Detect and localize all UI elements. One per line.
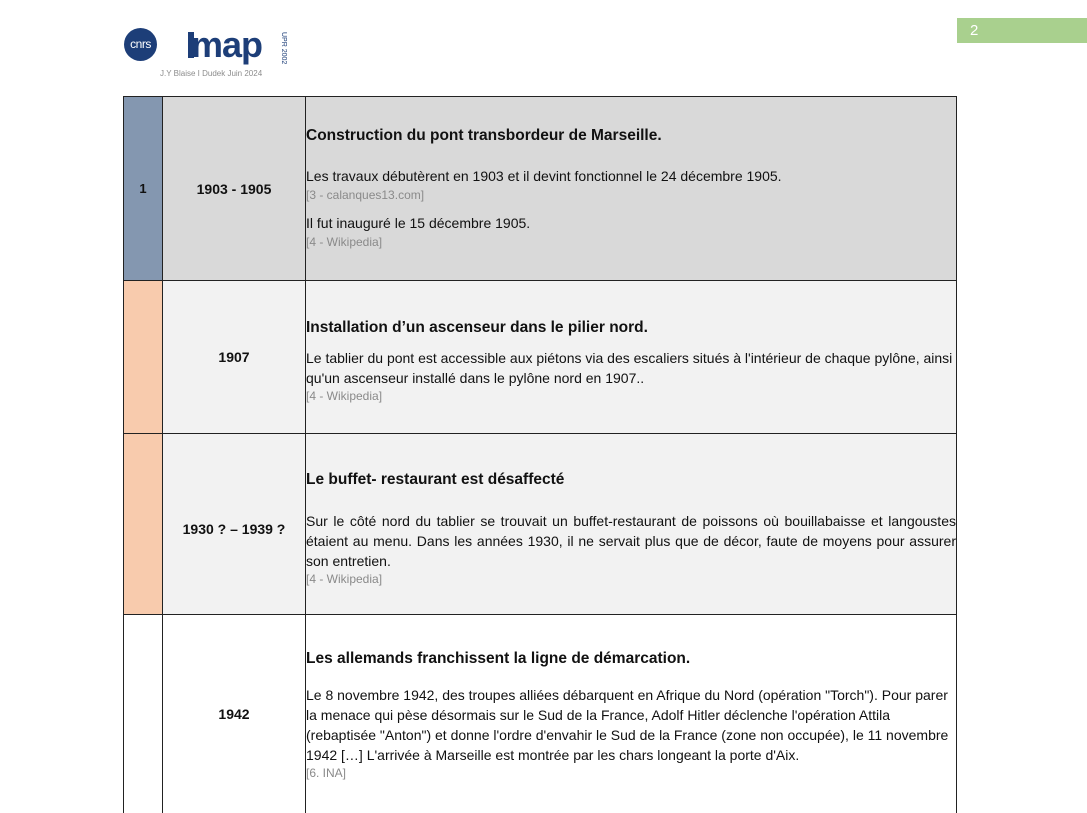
row-date: 1907	[163, 281, 306, 434]
event-source: [4 - Wikipedia]	[306, 389, 383, 403]
table-row	[124, 97, 957, 281]
row-number	[124, 434, 163, 615]
row-number: 1	[124, 97, 163, 281]
row-description	[306, 615, 957, 813]
row-description	[306, 434, 957, 615]
event-source: [6. INA]	[306, 766, 347, 781]
event-source: [4 - Wikipedia]	[306, 235, 383, 249]
row-number	[124, 281, 163, 434]
event-source: [4 - Wikipedia]	[306, 571, 383, 586]
event-text: Sur le côté nord du tablier se trouvait un buffet-restaurant de poissons où bouillabaisse et langoustes étaient au menu. Dans les années 1930, il ne servait plus que de décor, faute de moyens pour assurer son entretien.	[306, 512, 956, 569]
event-title: Les allemands franchissent la ligne de démarcation.	[306, 650, 691, 668]
row-date: 1942	[163, 615, 306, 813]
row-description	[306, 281, 957, 434]
row-number	[124, 615, 163, 813]
event-text: Il fut inauguré le 15 décembre 1905.	[306, 215, 531, 231]
page-number-badge: 2	[957, 18, 1087, 43]
event-text: Le 8 novembre 1942, des troupes alliées débarquent en Afrique du Nord (opération "Torch"). Pour parer la menace qui pèse désormais sur le Sud de la France, Adolf Hitler déclenche l'opération Attila (rebaptisée "Anton") et donne l'ordre d'envahir le Sud de la France (zone non occupée), le 11 novembre 1942 […] L'arrivée à Marseille est montrée par les chars longeant la porte d'Aix.	[306, 687, 949, 764]
table-row	[124, 281, 957, 434]
event-title: Le buffet- restaurant est désaffecté	[306, 470, 565, 488]
table-row	[124, 434, 957, 615]
map-logo	[188, 26, 288, 71]
event-text: Les travaux débutèrent en 1903 et il devint fonctionnel le 24 décembre 1905.	[306, 168, 782, 184]
header-credit: J.Y Blaise I Dudek Juin 2024	[160, 69, 263, 78]
event-title: Construction du pont transbordeur de Marseille.	[306, 127, 662, 144]
row-date: 1903 - 1905	[163, 97, 306, 281]
row-date: 1930 ? – 1939 ?	[163, 434, 306, 615]
table-row	[124, 615, 957, 813]
timeline-table	[123, 96, 957, 813]
event-source: [3 - calanques13.com]	[306, 188, 425, 202]
cnrs-logo: cnrs	[124, 28, 157, 61]
row-description	[306, 97, 957, 281]
event-text: Le tablier du pont est accessible aux piétons via des escaliers situés à l'intérieur de chaque pylône, ainsi qu'un ascenseur installé dans le pylône nord en 1907..	[306, 350, 953, 386]
map-logo-text: map	[191, 26, 263, 65]
map-logo-subtitle: UPR 2002	[280, 32, 287, 65]
event-title: Installation d’un ascenseur dans le pilier nord.	[306, 319, 648, 336]
